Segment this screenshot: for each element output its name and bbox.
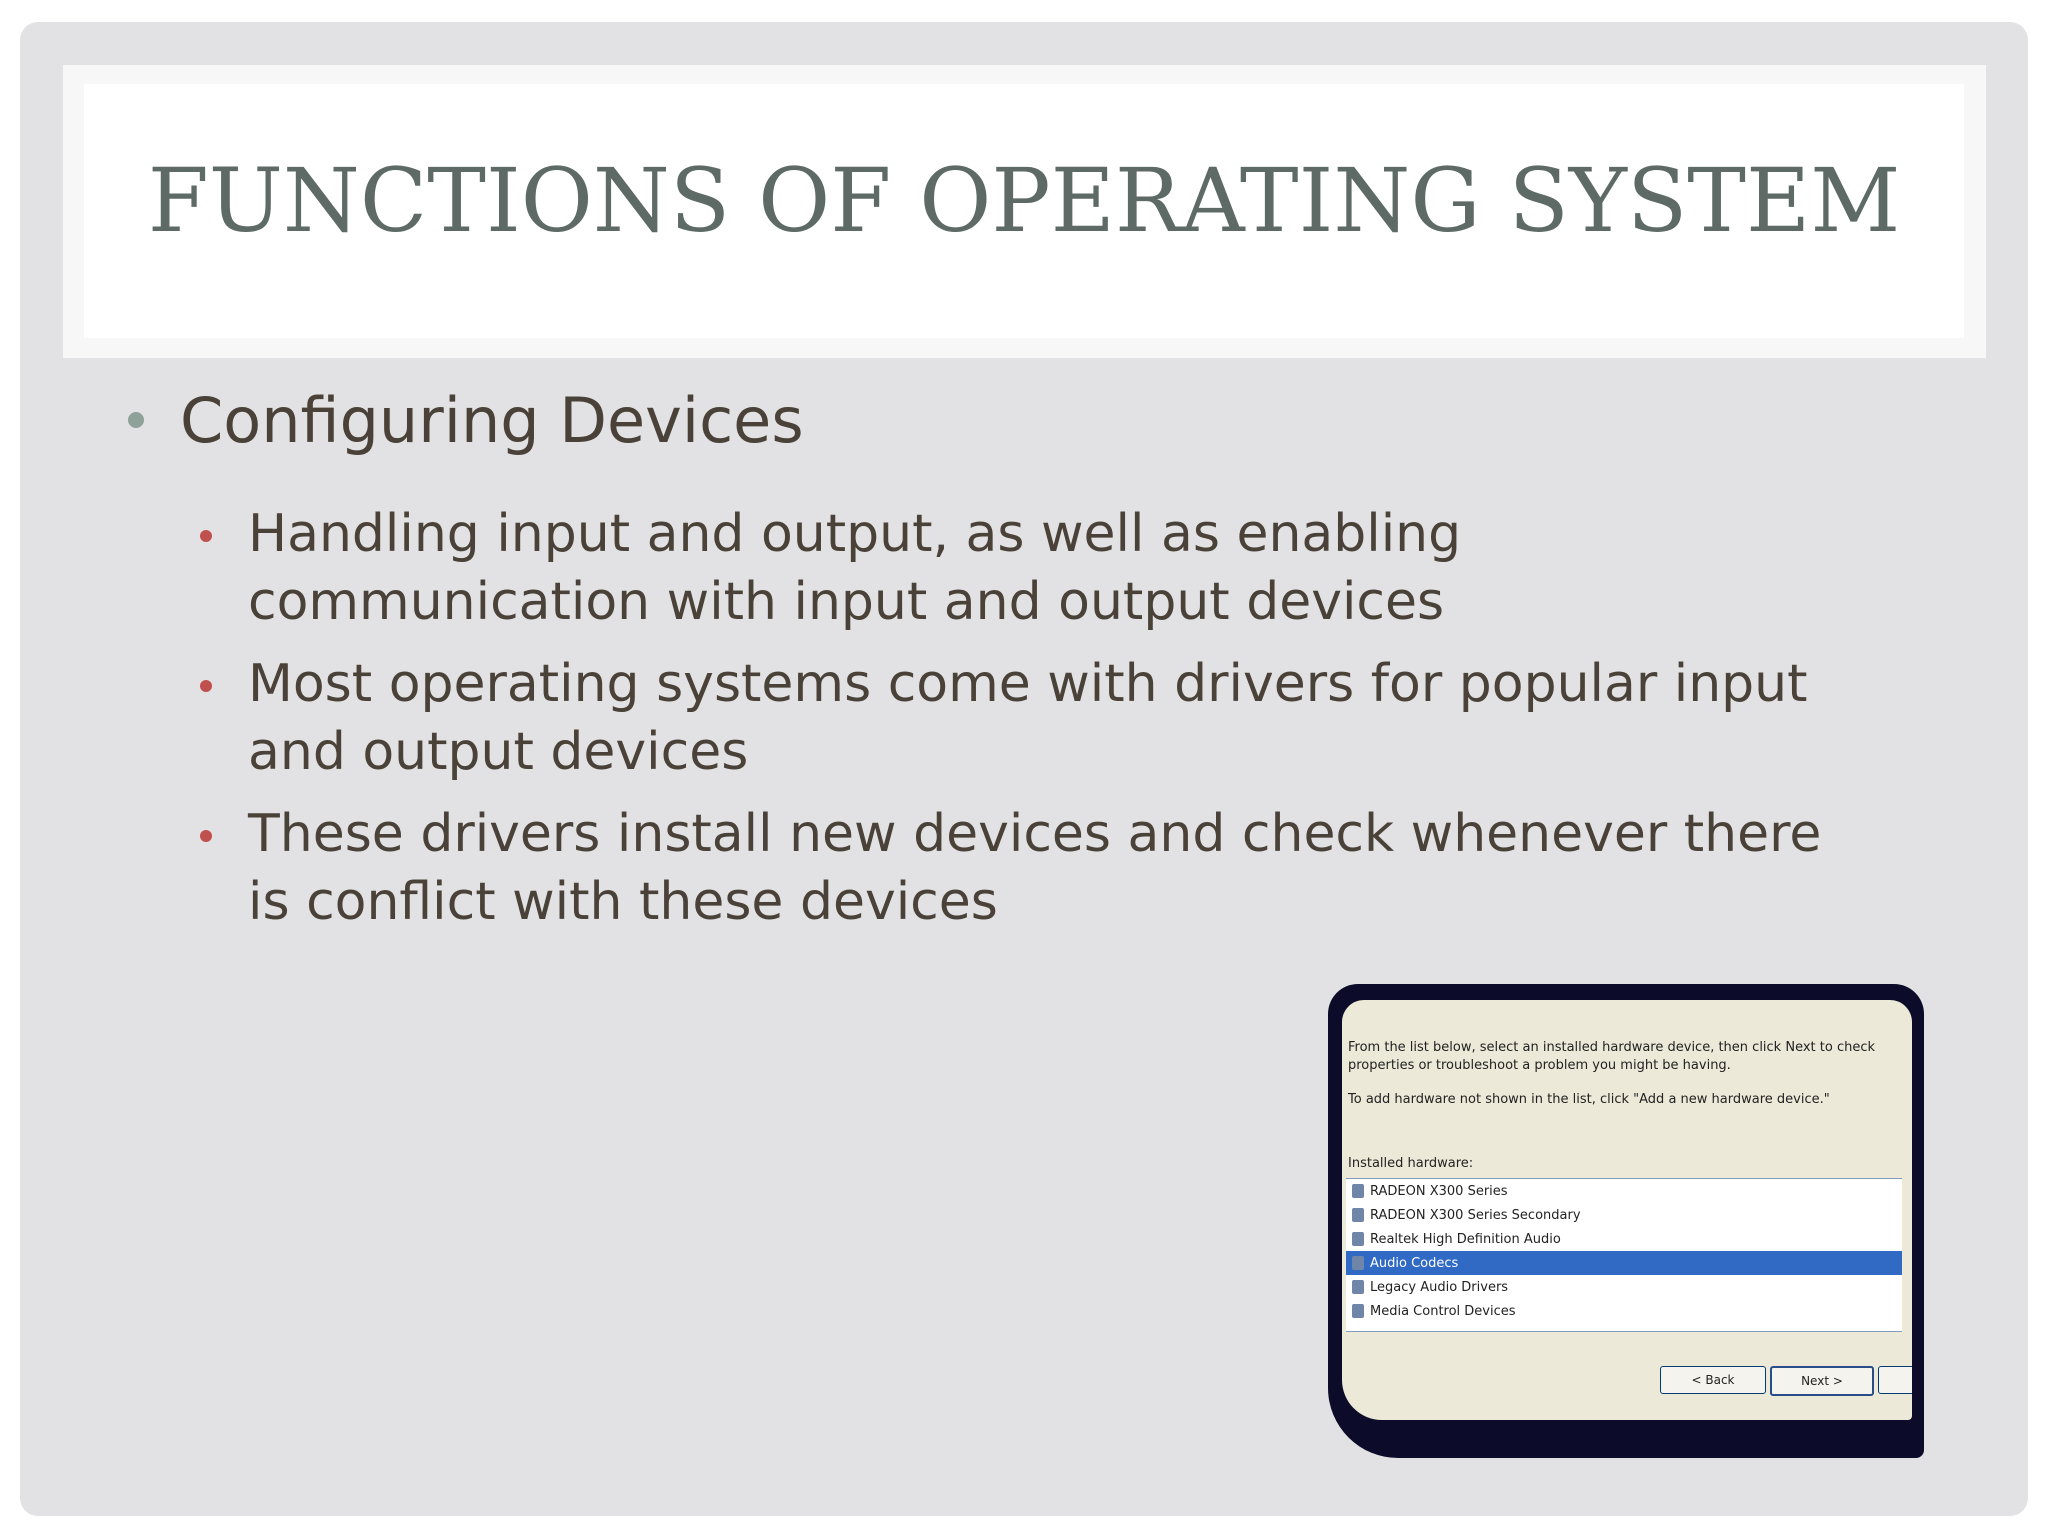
display-adapter-icon: [1352, 1208, 1364, 1222]
audio-device-icon: [1352, 1256, 1364, 1270]
audio-device-icon: [1352, 1232, 1364, 1246]
list-item[interactable]: RADEON X300 Series: [1346, 1179, 1902, 1203]
display-adapter-icon: [1352, 1184, 1364, 1198]
hardware-dialog: [1342, 1000, 1912, 1420]
sub-bullet-3: [248, 800, 1968, 936]
sub-bullet-2-line-2: and output devices: [248, 722, 749, 782]
sub-bullet-dot: [200, 830, 212, 842]
back-button[interactable]: < Back: [1660, 1366, 1766, 1394]
sub-bullet-3-line-1: These drivers install new devices and check whenever there: [248, 804, 1822, 864]
sub-bullet-2-line-1: Most operating systems come with drivers for popular input: [248, 654, 1808, 714]
sub-bullet-3-line-2: is conflict with these devices: [248, 872, 998, 932]
slide-title: FUNCTIONS OF OPERATING SYSTEM: [147, 148, 1901, 252]
sub-bullet-2: [248, 650, 1968, 786]
media-device-icon: [1352, 1304, 1364, 1318]
sub-bullet-dot: [200, 680, 212, 692]
list-item-selected[interactable]: Audio Codecs: [1346, 1251, 1902, 1275]
bullet-dot: [128, 412, 144, 428]
list-item[interactable]: Realtek High Definition Audio: [1346, 1227, 1902, 1251]
list-item[interactable]: RADEON X300 Series Secondary: [1346, 1203, 1902, 1227]
list-item[interactable]: Legacy Audio Drivers: [1346, 1275, 1902, 1299]
sub-bullet-1: [248, 500, 1968, 636]
audio-device-icon: [1352, 1280, 1364, 1294]
sub-bullet-1-line-2: communication with input and output devices: [248, 572, 1445, 632]
dialog-intro-line-2: properties or troubleshoot a problem you might be having.: [1348, 1058, 1731, 1073]
dialog-add-hint: To add hardware not shown in the list, click "Add a new hardware device.": [1348, 1092, 1830, 1107]
installed-hardware-list[interactable]: [1346, 1178, 1902, 1332]
sub-bullet-1-line-1: Handling input and output, as well as enabling: [248, 504, 1462, 564]
list-item[interactable]: Media Control Devices: [1346, 1299, 1902, 1323]
installed-hardware-label: Installed hardware:: [1348, 1156, 1474, 1171]
cancel-button-partial[interactable]: [1878, 1366, 1912, 1394]
bullet-configuring-devices: Configuring Devices: [180, 384, 804, 457]
next-button[interactable]: Next >: [1770, 1366, 1874, 1396]
device-manager-screenshot: [1328, 984, 1924, 1458]
dialog-intro-line-1: From the list below, select an installed hardware device, then click Next to check: [1348, 1040, 1876, 1055]
sub-bullet-dot: [200, 530, 212, 542]
